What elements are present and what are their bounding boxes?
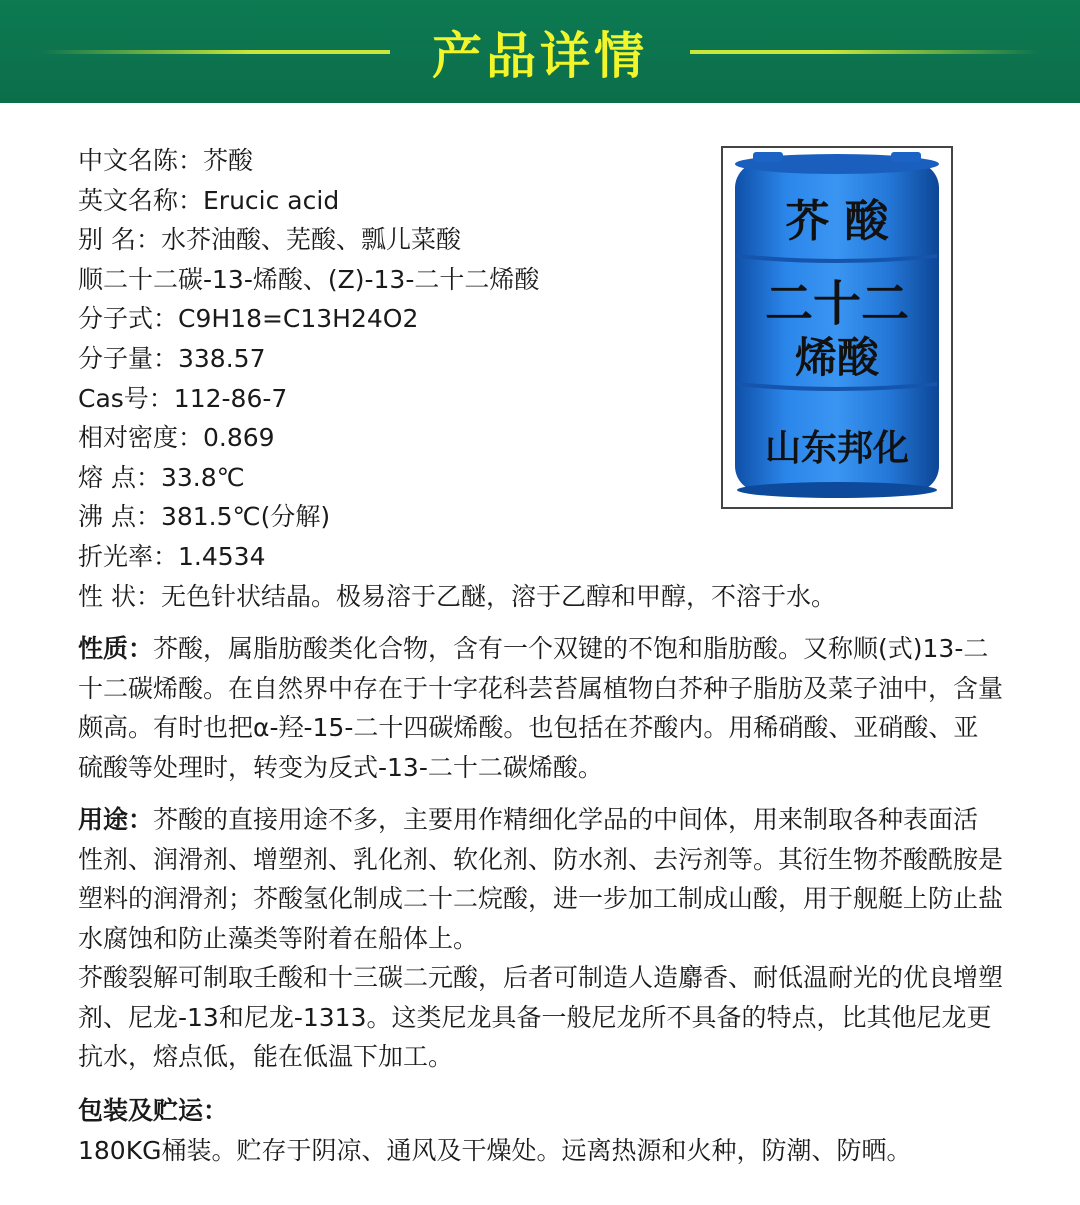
spec-english-name: 英文名称：Erucic acid xyxy=(78,185,340,215)
packaging-label: 包装及贮运： xyxy=(78,1096,229,1125)
properties-label: 性质： xyxy=(78,634,154,663)
uses-text-2: 芥酸裂解可制取壬酸和十三碳二元酸，后者可制造人造麝香、耐低温耐光的优良增塑剂、尼龙-13和尼龙-1313。这类尼龙具备一般尼龙所不具备的特点，比其他尼龙更抗水，熔点低，能在低温下加工。 xyxy=(78,963,1004,1072)
spec-alias: 别 名：水芥油酸、芜酸、瓢儿菜酸 xyxy=(78,225,461,255)
spec-formula: 分子式：C9H18=C13H24O2 xyxy=(78,304,419,334)
product-drum-image xyxy=(721,146,953,509)
drum-label-company: 山东邦化 xyxy=(764,428,910,469)
spec-chinese-name: 中文名陈：芥酸 xyxy=(78,146,254,175)
drum-label-name: 芥 酸 xyxy=(785,196,889,247)
packaging-section xyxy=(78,1091,1003,1170)
packaging-text: 180KG桶装。贮存于阴凉、通风及干燥处。远离热源和火种，防潮、防晒。 xyxy=(78,1135,912,1165)
drum-label-line3: 烯酸 xyxy=(794,333,880,382)
uses-label: 用途： xyxy=(78,805,154,834)
properties-section xyxy=(78,629,1003,787)
header-banner xyxy=(0,0,1080,103)
spec-cas: Cas号：112-86-7 xyxy=(78,383,288,413)
spec-refractive-index: 折光率：1.4534 xyxy=(78,541,266,571)
page-title: 产品详情 xyxy=(432,27,648,85)
spec-appearance: 性 状：无色针状结晶。极易溶于乙醚，溶于乙醇和甲醇，不溶于水。 xyxy=(78,581,836,611)
properties-text: 芥酸，属脂肪酸类化合物，含有一个双键的不饱和脂肪酸。又称顺(式)13-二十二碳烯酸。在自然界中存在于十字花科芸苔属植物白芥种子脂肪及菜子油中，含量颇高。有时也把α-羟-15-二十四碳烯酸。也包括在芥酸内。用稀硝酸、亚硝酸、亚硫酸等处理时，转变为反式-13-二十二碳烯酸。 xyxy=(78,634,1004,782)
spec-molecular-weight: 分子量：338.57 xyxy=(78,343,266,373)
spec-list xyxy=(78,141,836,616)
spec-alias-continued: 顺二十二碳-13-烯酸、(Z)-13-二十二烯酸 xyxy=(78,264,540,294)
spec-melting-point: 熔 点：33.8℃ xyxy=(78,462,245,492)
uses-section xyxy=(78,800,1003,958)
header-decor-line-right xyxy=(690,50,1040,54)
spec-density: 相对密度：0.869 xyxy=(78,423,275,453)
drum-label-line2: 二十二 xyxy=(764,276,910,332)
spec-boiling-point: 沸 点：381.5℃(分解) xyxy=(78,502,331,532)
uses-section-continued xyxy=(78,958,1003,1077)
uses-text: 芥酸的直接用途不多，主要用作精细化学品的中间体，用来制取各种表面活性剂、润滑剂、增塑剂、乳化剂、软化剂、防水剂、去污剂等。其衍生物芥酸酰胺是塑料的润滑剂；芥酸氢化制成二十二烷酸，进一步加工制成山酸，用于舰艇上防止盐水腐蚀和防止藻类等附着在船体上。 xyxy=(78,805,1004,953)
